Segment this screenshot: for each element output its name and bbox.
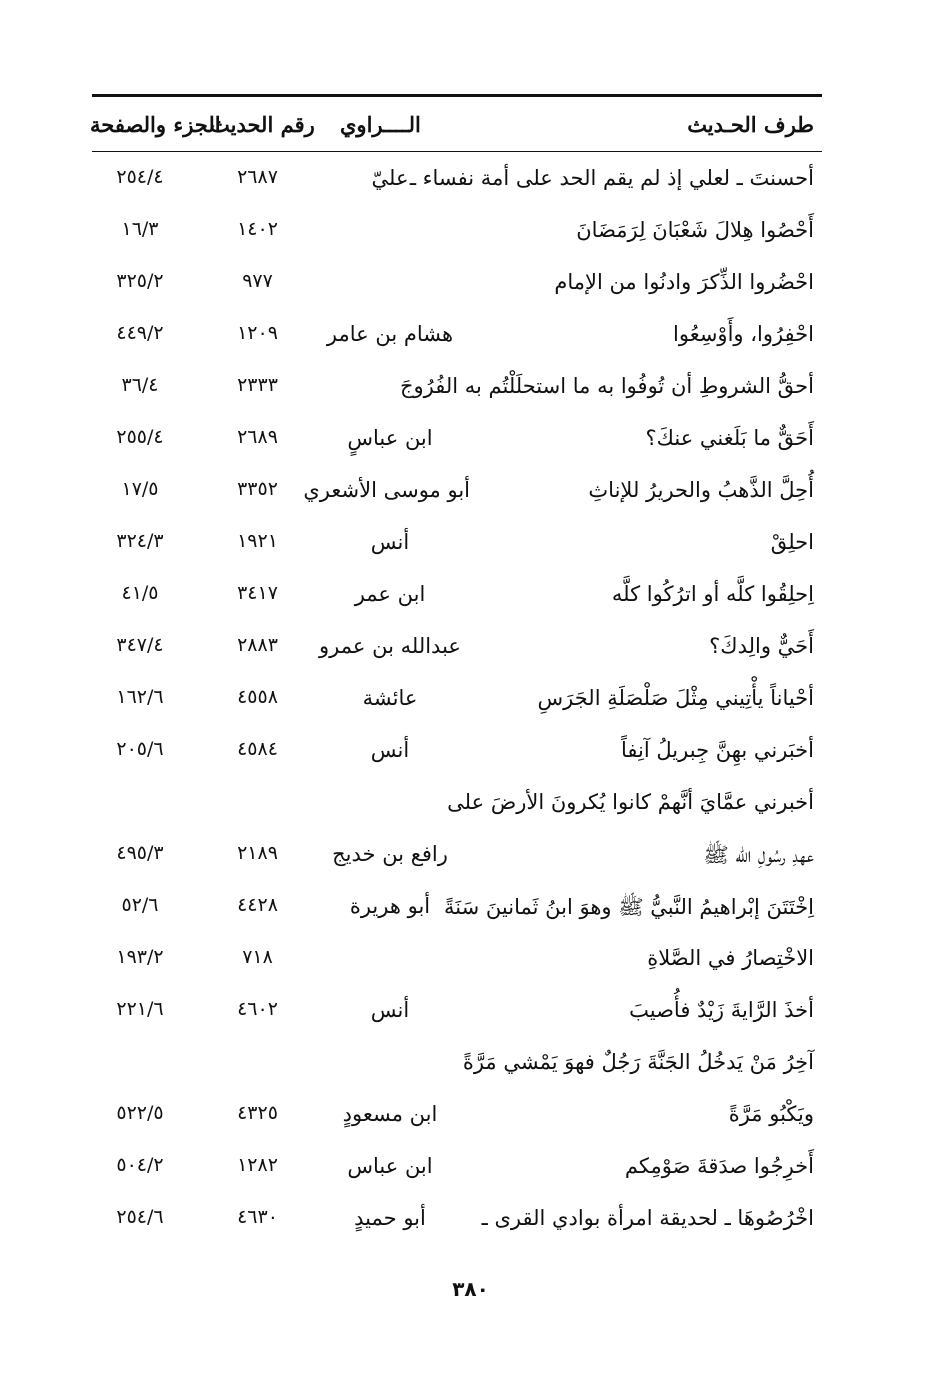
- narrator-cell: ابن عمر: [354, 582, 426, 606]
- volume-page-cell: ٥٢٢/٥: [116, 1102, 164, 1124]
- narrator-cell: ابن عباس: [347, 1154, 433, 1178]
- hadith-number-cell: ١٢٨٢: [237, 1154, 278, 1176]
- volume-page-cell: ١٩٣/٢: [116, 946, 164, 968]
- table-row: [0, 1096, 941, 1148]
- narrator-cell: هشام بن عامر: [326, 322, 454, 346]
- volume-page-cell: ٥٢/٦: [121, 894, 159, 916]
- hadith-text: آخِرُ مَنْ يَدخُلُ الجَنَّةَ رَجُلٌ فهوَ يَمْشي مَرَّةً: [462, 1050, 814, 1074]
- hadith-text: أخبَرني بهِنَّ جِبريلُ آنِفاً: [621, 738, 814, 762]
- hadith-text: أَحْصُوا هِلالَ شَعْبَانَ لِرَمَضَانَ: [576, 218, 814, 242]
- table-row: [0, 628, 941, 680]
- volume-page-cell: ٣٦/٤: [121, 374, 159, 396]
- table-row: [0, 1200, 941, 1252]
- table-row: [0, 836, 941, 888]
- volume-page-cell: ٥٠٤/٢: [116, 1154, 164, 1176]
- hadith-text: أخبرني عمَّايَ أنَّهمْ كانوا يُكرونَ الأرضَ على: [447, 790, 814, 814]
- hadith-number-cell: ١٩٢١: [237, 530, 278, 552]
- table-header-rule: [92, 151, 822, 152]
- column-header-hadith: طرف الحـديث: [687, 112, 814, 137]
- narrator-cell: عبدالله بن عمرو: [319, 634, 461, 658]
- table-row: [0, 420, 941, 472]
- hadith-number-cell: ٣٤١٧: [237, 582, 278, 604]
- narrator-cell: رافع بن خديج: [332, 842, 448, 866]
- volume-page-cell: ١٦٢/٦: [116, 686, 164, 708]
- hadith-text: عهدِ رسُولِ الله ﷺ: [703, 843, 814, 867]
- table-row: [0, 732, 941, 784]
- narrator-cell: عليّ: [371, 166, 409, 190]
- column-header-narrator: الــــراوي: [340, 112, 421, 137]
- narrator-cell: أبو حميدٍ: [354, 1206, 426, 1230]
- volume-page-cell: ٢٥٤/٤: [116, 166, 164, 188]
- volume-page-cell: ١٧/٥: [121, 478, 159, 500]
- narrator-cell: ابن مسعودٍ: [342, 1102, 438, 1126]
- narrator-cell: أنس: [370, 998, 410, 1022]
- table-row: [0, 940, 941, 992]
- table-row: [0, 888, 941, 940]
- volume-page-cell: ٢٥٥/٤: [116, 426, 164, 448]
- narrator-cell: أبو موسى الأشعري: [303, 478, 470, 502]
- volume-page-cell: ٣٤٧/٤: [116, 634, 164, 656]
- hadith-text: أخذَ الرَّايةَ زَيْدٌ فأُصيبَ: [629, 998, 814, 1022]
- hadith-number-cell: ٧١٨: [242, 946, 273, 968]
- table-top-rule: [92, 94, 822, 97]
- table-row: [0, 784, 941, 836]
- hadith-text: أَخرِجُوا صدَقةَ صَوْمِكم: [624, 1154, 814, 1178]
- page-number: ٣٨٠: [452, 1277, 489, 1301]
- table-row: [0, 264, 941, 316]
- hadith-text: احْضُروا الذِّكرَ وادنُوا من الإمام: [554, 270, 814, 294]
- hadith-number-cell: ٢٦٨٧: [237, 166, 278, 188]
- hadith-number-cell: ٢١٨٩: [237, 842, 278, 864]
- volume-page-cell: ٤٩٥/٣: [116, 842, 164, 864]
- hadith-number-cell: ٢٦٨٩: [237, 426, 278, 448]
- hadith-number-cell: ٣٣٥٢: [237, 478, 278, 500]
- hadith-text: أَحَقٌّ ما بَلَغني عنكَ؟: [645, 426, 814, 450]
- table-row: [0, 1148, 941, 1200]
- hadith-text: احلِقْ: [770, 530, 814, 554]
- hadith-number-cell: ٢٨٨٣: [237, 634, 278, 656]
- table-row: [0, 368, 941, 420]
- column-header-location: الجزء والصفحة: [90, 112, 221, 137]
- hadith-number-cell: ٤٤٢٨: [237, 894, 278, 916]
- table-row: [0, 160, 941, 212]
- volume-page-cell: ٤١/٥: [121, 582, 159, 604]
- hadith-number-cell: ٤٣٢٥: [237, 1102, 278, 1124]
- volume-page-cell: ٢٠٥/٦: [116, 738, 164, 760]
- hadith-text: أحقُّ الشروطِ أن تُوفُوا به ما استحلَلْتُم به الفُرُوجَ: [399, 374, 814, 398]
- narrator-cell: أنس: [370, 738, 410, 762]
- table-row: [0, 1044, 941, 1096]
- hadith-text: ويَكْبُو مَرَّةً: [728, 1102, 814, 1126]
- table-row: [0, 524, 941, 576]
- table-row: [0, 576, 941, 628]
- hadith-text: أحْياناً يأْتِيني مِثْلَ صَلْصَلَةِ الجَرَسِ: [537, 686, 814, 710]
- hadith-number-cell: ١٢٠٩: [237, 322, 278, 344]
- column-header-number: رقم الحديث: [210, 112, 315, 137]
- volume-page-cell: ٣٢٤/٣: [116, 530, 164, 552]
- volume-page-cell: ٣٢٥/٢: [116, 270, 164, 292]
- hadith-text: احْفِرُوا، وأَوْسِعُوا: [673, 322, 814, 346]
- hadith-text: الاخْتِصارُ في الصَّلاةِ: [647, 946, 814, 970]
- volume-page-cell: ٢٥٤/٦: [116, 1206, 164, 1228]
- hadith-text: أحسنتَ ـ لعلي إذ لم يقم الحد على أمة نفساء ـ: [409, 166, 814, 190]
- table-row: [0, 472, 941, 524]
- hadith-number-cell: ١٤٠٢: [237, 218, 278, 240]
- table-row: [0, 212, 941, 264]
- table-row: [0, 316, 941, 368]
- narrator-cell: أبو هريرة: [349, 894, 431, 918]
- table-row: [0, 992, 941, 1044]
- hadith-text: أُحِلَّ الذَّهبُ والحريرُ للإناثِ: [588, 478, 814, 502]
- hadith-number-cell: ٩٧٧: [242, 270, 273, 292]
- hadith-text: اِحلِقُوا كلَّه أو اترُكُوا كلَّه: [611, 582, 814, 606]
- narrator-cell: عائشة: [362, 686, 418, 710]
- volume-page-cell: ٢٢١/٦: [116, 998, 164, 1020]
- narrator-cell: ابن عباسٍ: [347, 426, 433, 450]
- hadith-number-cell: ٢٣٣٣: [237, 374, 278, 396]
- narrator-cell: أنس: [370, 530, 410, 554]
- hadith-text: اخْرُصُوهَا ـ لحديقة امرأة بوادي القرى ـ: [481, 1206, 814, 1230]
- hadith-number-cell: ٤٦٠٢: [237, 998, 278, 1020]
- volume-page-cell: ٤٤٩/٢: [116, 322, 164, 344]
- hadith-number-cell: ٤٥٨٤: [237, 738, 278, 760]
- hadith-number-cell: ٤٥٥٨: [237, 686, 278, 708]
- hadith-number-cell: ٤٦٣٠: [237, 1206, 278, 1228]
- hadith-text: أَحَيٌّ والِدكَ؟: [709, 634, 814, 658]
- table-row: [0, 680, 941, 732]
- volume-page-cell: ١٦/٣: [121, 218, 159, 240]
- hadith-text: اِخْتَتَنَ إبْراهيمُ النَّبيُّ ﷺ وهوَ ابنُ ثَمانينَ سَنَةً: [444, 895, 814, 919]
